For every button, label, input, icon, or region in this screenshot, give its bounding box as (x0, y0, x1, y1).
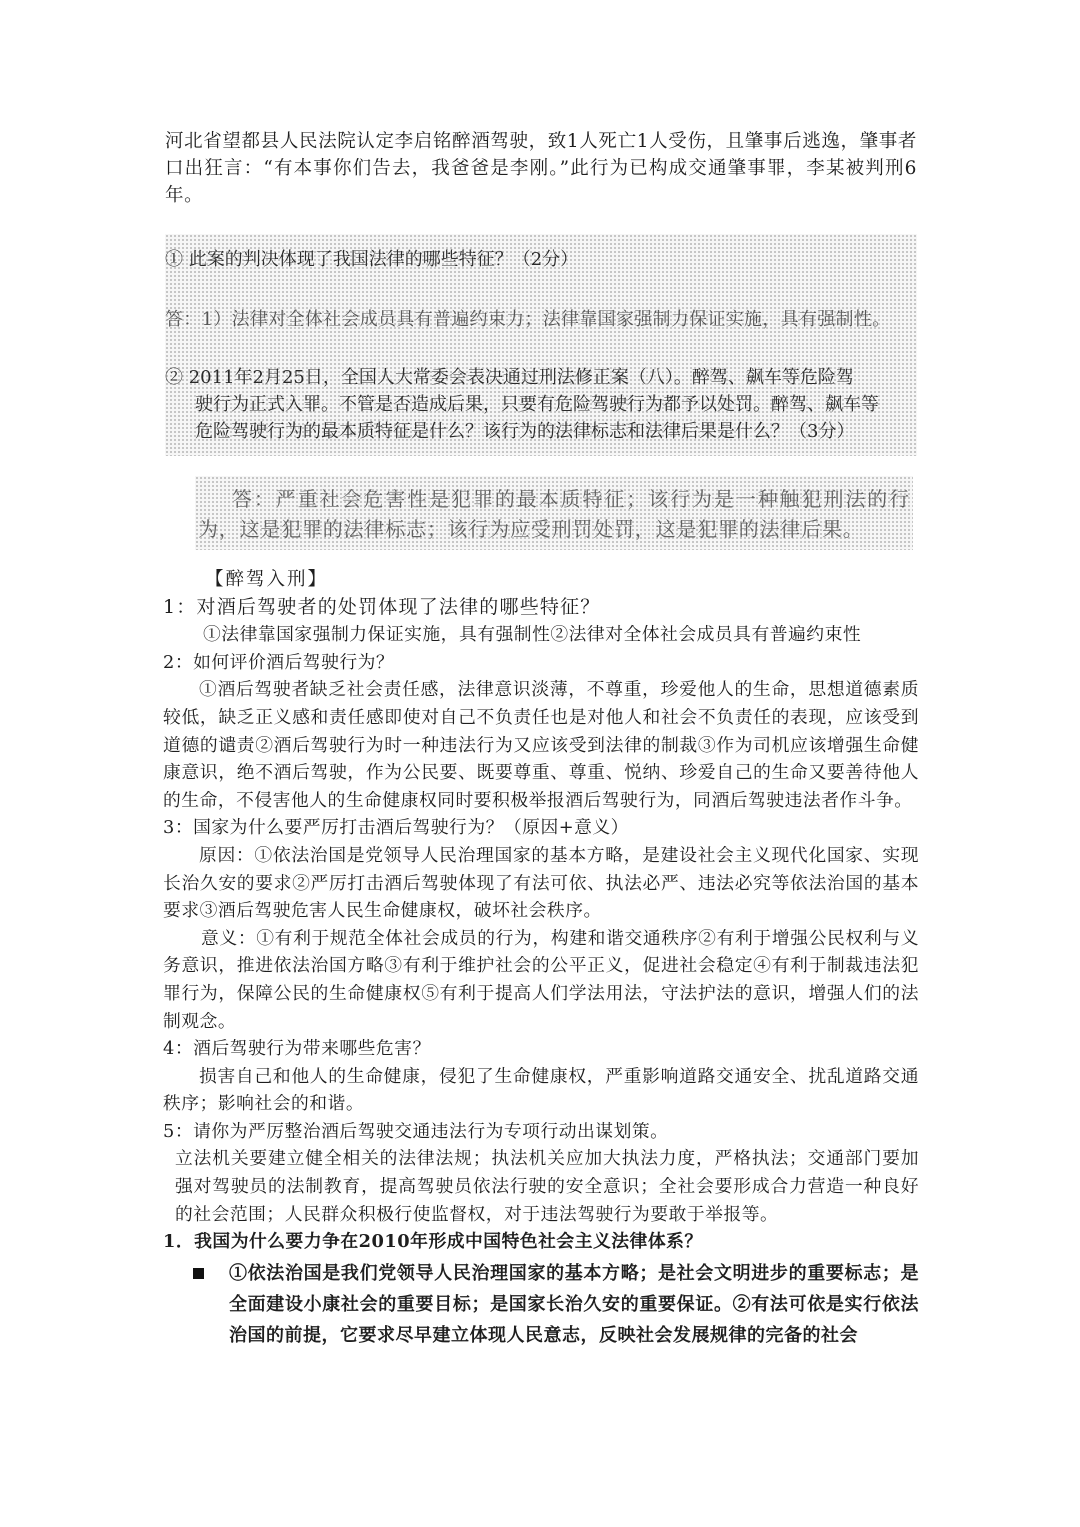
question-1: 1：对酒后驾驶者的处罚体现了法律的哪些特征？ (163, 595, 601, 618)
question-6: 1．我国为什么要力争在2010年形成中国特色社会主义法律体系？ (163, 1231, 703, 1253)
answer-6 (163, 1258, 919, 1351)
answer-2: ①酒后驾驶者缺乏社会责任感，法律意识淡薄，不尊重，珍爱他人的生命，思想道德素质较低，缺乏正义感和责任感即使对自己不负责任也是对他人和社会不负责任的表现，应该受到道德的谴责②酒后驾驶行为时一种违法行为又应该受到法律的制裁③作为司机应该增强生命健康意识，绝不酒后驾驶，作为公民要、既要尊重、尊重、悦纳、珍爱自己的生命又要善待他人的生命，不侵害他人的生命健康权同时要积极举报酒后驾驶行为，同酒后驾驶违法者作斗争。 (163, 679, 919, 811)
exercise-question-2-line: 驶行为正式入罪。不管是否造成后果，只要有危险驾驶行为都予以处罚。醉驾、飙车等 (195, 394, 879, 415)
exercise-answer-2: 答：严重社会危害性是犯罪的最本质特征；该行为是一种触犯刑法的行为，这是犯罪的法律标志；该行为应受刑罚处罚，这是犯罪的法律后果。 (198, 487, 910, 541)
drunk-driving-section (163, 566, 919, 1351)
exercise-question-1: ① 此案的判决体现了我国法律的哪些特征？（2分） (165, 249, 579, 270)
answer-3-reason: 原因：①依法治国是党领导人民治理国家的基本方略，是建设社会主义现代化国家、实现长治久安的要求②严厉打击酒后驾驶体现了有法可依、执法必严、违法必究等依法治国的基本要求③酒后驾驶危害人民生命健康权，破坏社会秩序。 (163, 844, 919, 922)
square-bullet-icon (193, 1268, 204, 1279)
exercise-answer-1: 答：1）法律对全体社会成员具有普遍约束力；法律靠国家强制力保证实施，具有强制性。 (165, 309, 891, 330)
answer-1: ①法律靠国家强制力保证实施，具有强制性②法律对全体社会成员具有普遍约束性 (203, 624, 862, 646)
question-4: 4：酒后驾驶行为带来哪些危害？ (163, 1038, 431, 1060)
answer-4: 损害自己和他人的生命健康，侵犯了生命健康权，严重影响道路交通安全、扰乱道路交通秩序；影响社会的和谐。 (163, 1065, 919, 1115)
case-intro-paragraph: 河北省望都县人民法院认定李启铭醉酒驾驶，致1人死亡1人受伤，且肇事后逃逸，肇事者口出狂言：“有本事你们告去，我爸爸是李刚。”此行为已构成交通肇事罪，李某被判刑6年。 (165, 131, 917, 206)
answer-6-text: ①依法治国是我们党领导人民治理国家的基本方略；是社会文明进步的重要标志；是全面建设小康社会的重要目标；是国家长治久安的重要保证。②有法可依是实行依法治国的前提，它要求尽早建立体现人民意志，反映社会发展规律的完备的社会 (229, 1262, 919, 1346)
section-heading: 【醉驾入刑】 (205, 569, 329, 590)
exercise-question-2-line: ② 2011年2月25日，全国人大常委会表决通过刑法修正案（八）。醉驾、飙车等危险驾 (165, 367, 854, 388)
answer-5: 立法机关要建立健全相关的法律法规；执法机关应加大执法力度，严格执法；交通部门要加强对驾驶员的法制教育，提高驾驶员依法行驶的安全意识；全社会要形成合力营造一种良好的社会范围；人民群众积极行使监督权，对于违法驾驶行为要敢于举报等。 (175, 1148, 919, 1225)
answer-3-meaning: 意义：①有利于规范全体社会成员的行为，构建和谐交通秩序②有利于增强公民权利与义务意识，推进依法治国方略③有利于维护社会的公平正义，促进社会稳定④有利于制裁违法犯罪行为，保障公民的生命健康权⑤有利于提高人们学法用法，守法护法的意识，增强人们的法制观念。 (163, 927, 919, 1032)
exercise-question-2 (165, 364, 915, 445)
question-3: 3：国家为什么要严厉打击酒后驾驶行为？（原因+意义） (163, 817, 629, 839)
question-2: 2：如何评价酒后驾驶行为？ (163, 651, 395, 673)
exercise-question-2-line: 危险驾驶行为的最本质特征是什么？该行为的法律标志和法律后果是什么？（3分） (195, 421, 855, 442)
question-5: 5：请你为严厉整治酒后驾驶交通违法行为专项行动出谋划策。 (163, 1120, 669, 1142)
